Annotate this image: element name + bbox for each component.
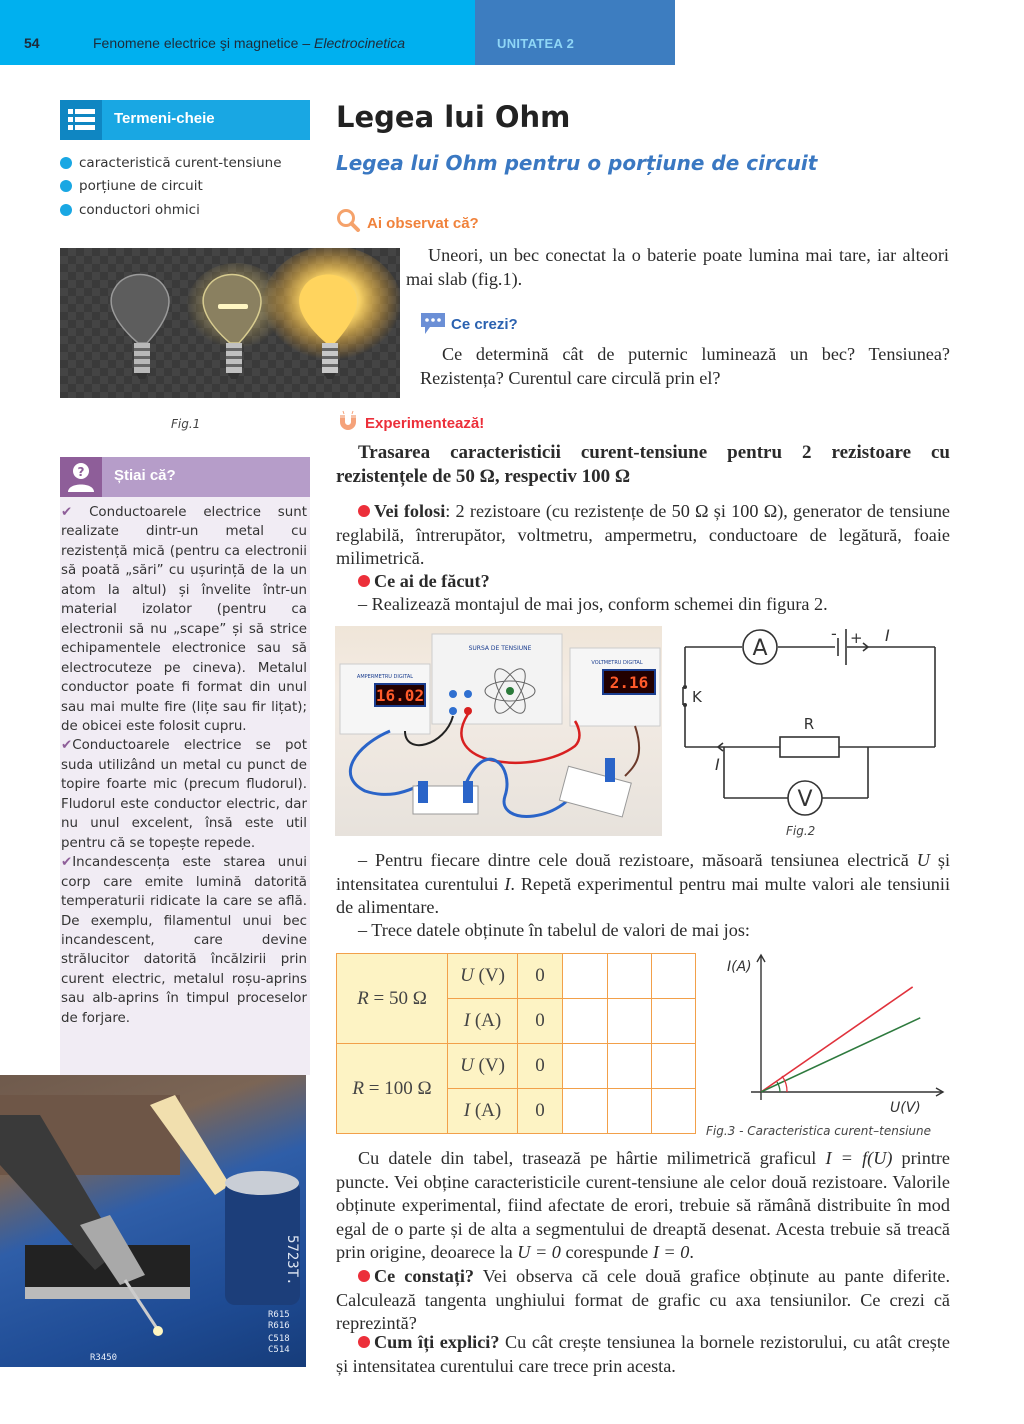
fig2-caption: Fig.2: [786, 824, 816, 838]
table-empty-cell[interactable]: [652, 1044, 696, 1089]
table-group-label: = 100 Ω: [364, 1077, 432, 1099]
text-part: corespunde: [560, 1242, 653, 1263]
voltmeter-reading: 2.16: [609, 673, 649, 692]
table-qty: [448, 999, 518, 1044]
table-first-value: 0: [518, 1089, 563, 1134]
table-qty-symbol: U: [460, 1055, 474, 1076]
fig1-caption: Fig.1: [171, 417, 201, 431]
pcb-label: C518: [268, 1334, 290, 1344]
key-term-label: porțiune de circuit: [79, 178, 203, 195]
voltmeter-label: V: [797, 787, 813, 812]
table-group-r50: R = 50 Ω: [337, 954, 448, 1044]
todo-heading: [336, 570, 950, 594]
values-table: [336, 953, 696, 1134]
bulb-bright: [262, 248, 400, 379]
table-group-label: = 50 Ω: [368, 987, 427, 1009]
think-heading: [420, 312, 518, 336]
did-you-know-item: [61, 853, 307, 1028]
explain-text: Cu cât crește tensiunea la bornele rezistorului, cu atât crește și intensitatea curentului care trece prin acesta.: [336, 1332, 951, 1376]
table-empty-cell[interactable]: [563, 999, 608, 1044]
step1-text: – Realizează montajul de mai jos, conform schemei din figura 2.: [358, 594, 828, 614]
symbol-i: I: [504, 873, 511, 894]
source-title: SURSA DE TENSIUNE: [468, 645, 532, 652]
formula: I = 0: [652, 1242, 690, 1263]
table-empty-cell[interactable]: [563, 1089, 608, 1134]
bulb-off: [111, 275, 169, 380]
table-qty-unit: (A): [470, 1010, 502, 1031]
pcb-label: R616: [268, 1321, 290, 1331]
bullet-icon: [60, 157, 72, 169]
battery-plus-label: +: [850, 629, 863, 647]
materials-list: : 2 rezistoare (cu rezistențe de 50 Ω și 100 Ω), generator de tensiune reglabilă, întrerupător, voltmetru, ampermetru, conductoare de legătură, foaie milimetrică.: [336, 501, 950, 569]
page-number: 54: [24, 35, 40, 51]
formula: I = f(U): [825, 1148, 893, 1168]
page-subtitle: Legea lui Ohm pentru o porțiune de circuit: [336, 151, 818, 175]
did-you-know-paragraph: Conductoarele electrice se pot suda utilizând un metal cu punct de topire foarte mic (precum fludorul). Fludorul este conductor electric, dar nu unul excelent, însă este util pentru că se topește repede.: [61, 738, 307, 851]
did-you-know-item: [61, 736, 307, 853]
soldering-pcb-photo: [0, 1075, 306, 1367]
fig3-caption: Fig.3 - Caracteristica curent–tensiune: [706, 1124, 931, 1138]
series-line-r50: [761, 987, 913, 1092]
red-bullet-icon: [358, 575, 370, 587]
text-part: printre puncte. Vei obține caracteristicile curent-tensiune ale celor două rezistoare. Valorile obținute experimental, fiind afectate de erori, trebuie să rămână distribuite în mod egal de o parte și de alta a segmentului de dreaptă desenat. Acesta trebuie să treacă prin origine, deoarece la: [336, 1148, 951, 1263]
key-term-item: [60, 151, 320, 175]
notice-paragraph: [336, 1265, 950, 1336]
table-qty: [448, 1089, 518, 1134]
table-qty-symbol: I: [463, 1010, 471, 1031]
think-text: Ce determină cât de puternic luminează un bec? Tensiunea? Rezistența? Curentul care circulă prin el?: [420, 344, 950, 388]
text-part: Cu datele din tabel, trasează pe hârtie milimetrică graficul: [358, 1148, 826, 1168]
chapter-title-main: Fenomene electrice şi magnetice –: [93, 35, 314, 51]
table-qty-unit: (V): [473, 1055, 505, 1076]
explain-paragraph: [336, 1331, 950, 1378]
table-qty-unit: (A): [470, 1100, 502, 1121]
capacitor-label: 5723T.: [284, 1235, 300, 1286]
table-first-value: 0: [518, 954, 563, 999]
table-empty-cell[interactable]: [563, 954, 608, 999]
iv-chart: [715, 950, 955, 1125]
step2-part: și intensitatea curentului: [336, 850, 950, 894]
table-qty-symbol: U: [460, 965, 474, 986]
checkmark-icon: ✔: [61, 738, 73, 754]
table-empty-cell[interactable]: [608, 1044, 652, 1089]
table-first-value: 0: [518, 999, 563, 1044]
table-qty-unit: (V): [473, 965, 505, 986]
key-term-label: conductori ohmici: [79, 201, 200, 218]
angle-arc-r50: [782, 1076, 787, 1092]
key-term-item: [60, 198, 320, 222]
did-you-know-item: [61, 503, 307, 736]
pcb-label: C514: [268, 1345, 290, 1355]
red-bullet-icon: [358, 1270, 370, 1282]
table-empty-cell[interactable]: [608, 999, 652, 1044]
chapter-title-italic: Electrocinetica: [314, 35, 406, 51]
magnifier-icon: [336, 208, 362, 232]
person-question-icon: [60, 457, 102, 497]
pcb-label: R3450: [90, 1353, 118, 1363]
resistor-symbol: [780, 737, 839, 757]
voltmeter-title: VOLTMETRU DIGITAL: [591, 660, 643, 666]
current-label-top: I: [885, 626, 890, 645]
key-terms-title: Termeni-cheie: [114, 110, 215, 127]
table-empty-cell[interactable]: [563, 1044, 608, 1089]
symbol-u: U: [916, 850, 930, 870]
checkmark-icon: ✔: [61, 855, 73, 871]
text-part: .: [689, 1242, 694, 1263]
switch-label: K: [692, 688, 702, 706]
table-group-r100: R = 100 Ω: [337, 1044, 448, 1134]
observed-heading: [336, 208, 479, 232]
list-icon: [60, 100, 102, 140]
unit-label: UNITATEA 2: [497, 36, 575, 51]
explain-label: Cum îți explici?: [374, 1332, 500, 1352]
svg-text:?: ?: [77, 465, 85, 479]
magnet-icon: [336, 410, 360, 432]
ammeter-title: AMPERMETRU DIGITAL: [356, 674, 414, 680]
notice-label: Ce constați?: [374, 1266, 475, 1286]
observed-heading-label: Ai observat că?: [367, 214, 479, 232]
ammeter-reading: 16.02: [375, 686, 425, 705]
did-you-know-paragraph: Incandescența este starea unui corp care emite lumină datorită temperaturii ridicate la care se află. De exemplu, filamentul unui bec incandescent, care devine strălucitor datorită încălzirii prin curent electric, metalul roșu-aprins sau alb-aprins în timpul proceselor de forjare.: [61, 855, 307, 1026]
page-title: Legea lui Ohm: [336, 100, 571, 134]
materials-text: [336, 500, 950, 571]
table-empty-cell[interactable]: [652, 1089, 696, 1134]
table-empty-cell[interactable]: [652, 954, 696, 999]
did-you-know-paragraph: Conductoarele electrice sunt realizate dintr-un metal cu rezistență mică (pentru ca electronii să poată „sări” cu ușurință de la un atom la altul) și învelite într-un material izolator (pentru ca electronii să nu „scape” și să strice echipamentele electronice sau să electrocuteze pe cineva). Metalul conductor poate fi format din unul sau mai multe fire (lițe sau fir lițat); de obicei este folosit cupru.: [61, 505, 307, 734]
pcb-label: R615: [268, 1310, 290, 1320]
step3-text: – Trece datele obținute în tabelul de valori de mai jos:: [358, 920, 750, 940]
speech-bubble-icon: [420, 312, 446, 336]
header-bar: [0, 0, 475, 65]
table-empty-cell[interactable]: [608, 954, 652, 999]
observed-text: Uneori, un bec conectat la o baterie poate lumina mai tare, iar alteori mai slab (fig.1).: [406, 245, 949, 289]
materials-label: Vei folosi: [374, 501, 446, 521]
did-you-know-title: Știai că?: [114, 467, 176, 484]
step2-text: [336, 849, 950, 920]
bullet-icon: [60, 180, 72, 192]
graph-instructions: [336, 1147, 950, 1265]
think-heading-label: Ce crezi?: [451, 315, 518, 333]
table-empty-cell[interactable]: [608, 1089, 652, 1134]
ammeter-label: A: [752, 636, 768, 661]
experiment-heading-label: Experimentează!: [365, 414, 485, 432]
current-label-bottom: I: [715, 755, 720, 774]
checkmark-icon: ✔: [61, 505, 73, 520]
formula: U = 0: [517, 1242, 561, 1263]
y-axis-label: I(A): [727, 959, 752, 975]
experiment-heading: [336, 410, 484, 432]
todo-label: Ce ai de făcut?: [374, 571, 490, 591]
notice-text: Vei observa că cele două grafice obținute au pante diferite. Calculează tangenta unghiului format de grafic cu axa tensiunilor. Ce crezi că reprezintă?: [336, 1266, 950, 1334]
red-bullet-icon: [358, 505, 370, 517]
x-axis-label: U(V): [890, 1100, 921, 1116]
table-qty-symbol: I: [463, 1100, 471, 1121]
table-empty-cell[interactable]: [652, 999, 696, 1044]
table-first-value: 0: [518, 1044, 563, 1089]
did-you-know-text: [61, 503, 307, 1028]
step2-part: . Repetă experimentul pentru mai multe valori ale tensiunii de alimentare.: [336, 873, 951, 918]
resistor-label: R: [803, 715, 815, 733]
experiment-setup-photo: [335, 626, 662, 836]
chapter-title: [93, 35, 405, 51]
battery-minus-label: -: [831, 625, 837, 643]
key-term-label: caracteristică curent-tensiune: [79, 154, 282, 171]
key-term-item: [60, 175, 320, 199]
table-qty: [448, 954, 518, 999]
unit-tab: [475, 0, 675, 65]
circuit-diagram: [680, 625, 950, 825]
bullet-icon: [60, 204, 72, 216]
table-qty: [448, 1044, 518, 1089]
red-bullet-icon: [358, 1336, 370, 1348]
light-bulbs-photo: [60, 248, 400, 398]
key-terms-list: [60, 151, 320, 222]
step2-part: – Pentru fiecare dintre cele două rezistoare, măsoară tensiunea electrică: [358, 850, 917, 870]
experiment-title: Trasarea caracteristicii curent-tensiune pentru 2 rezistoare cu rezistențele de 50 Ω, respectiv 100 Ω: [336, 442, 950, 487]
